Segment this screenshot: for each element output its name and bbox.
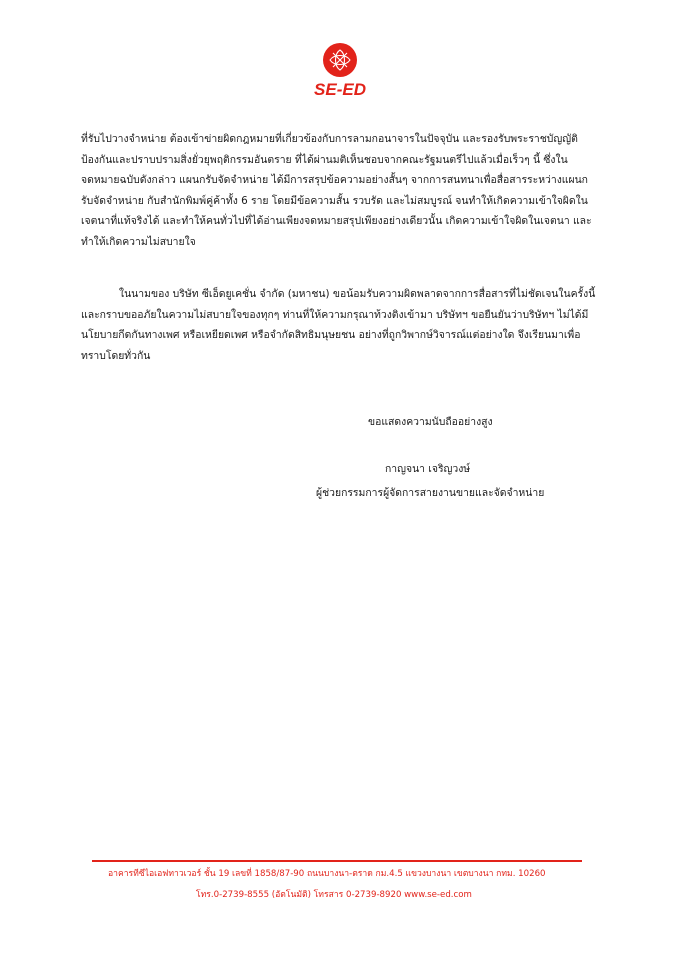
paragraph-line: รับจัดจำหน่าย กับสำนักพิมพ์คู่ค้าทั้ง 6 ราย โดยมีข้อความสั้น รวบรัด และไม่สมบูรณ์ จนทำให้เกิดความเข้าใจผิดใน <box>81 194 588 207</box>
paragraph-line: ในนามของ บริษัท ซีเอ็ดยูเคชั่น จำกัด (มหาชน) ขอน้อมรับความผิดพลาดจากการสื่อสารที่ไม่ชัดเจนในครั้งนี้ <box>119 288 596 300</box>
letter-closing: ขอแสดงความนับถืออย่างสูง <box>368 416 493 428</box>
paragraph-line: เจตนาที่แท้จริงได้ และทำให้คนทั่วไปที่ได้อ่านเพียงจดหมายสรุปเพียงอย่างเดียวนั้น เกิดความเข้าใจผิดในเจตนา และ <box>81 215 592 228</box>
paragraph-line: จดหมายฉบับดังกล่าว แผนกรับจัดจำหน่าย ได้มีการสรุปข้อความอย่างสั้นๆ จากการสนทนาเพื่อสื่อสารระหว่างแผนก <box>81 174 588 187</box>
seed-logo <box>300 40 380 104</box>
paragraph-line: ทำให้เกิดความไม่สบายใจ <box>81 235 196 248</box>
paragraph-line: และกราบขออภัยในความไม่สบายใจของทุกๆ ท่านที่ให้ความกรุณาท้วงติงเข้ามา บริษัทฯ ขอยืนยันว่าบริษัทฯ ไม่ได้มี <box>81 308 589 321</box>
signer-name: กาญจนา เจริญวงษ์ <box>385 463 471 475</box>
paragraph-line: ที่รับไปวางจำหน่าย ต้องเข้าข่ายผิดกฎหมายที่เกี่ยวข้องกับการลามกอนาจารในปัจจุบัน และรองรับพระราชบัญญัติ <box>81 133 578 145</box>
footer-contact: โทร.0-2739-8555 (อัตโนมัติ) โทรสาร 0-2739-8920 www.se-ed.com <box>196 890 472 900</box>
paragraph-line: ป้องกันและปราบปรามสิ่งยั่วยุพฤติกรรมอันตราย ที่ได้ผ่านมติเห็นชอบจากคณะรัฐมนตรีไปแล้วเมื่อเร็วๆ นี้ ซึ่งใน <box>81 153 568 166</box>
letter-paragraph-1 <box>81 129 601 253</box>
footer-divider <box>92 860 582 862</box>
signer-title: ผู้ช่วยกรรมการผู้จัดการสายงานขายและจัดจำหน่าย <box>316 487 545 499</box>
paragraph-line: นโยบายกีดกันทางเพศ หรือเหยียดเพศ หรือจำกัดสิทธิมนุษยชน อย่างที่ถูกวิพากษ์วิจารณ์แต่อย่างใด จึงเรียนมาเพื่อ <box>81 329 581 342</box>
footer-address: อาคารทีซีไอเอฟทาวเวอร์ ชั้น 19 เลขที่ 1858/87-90 ถนนบางนา-ตราด กม.4.5 แขวงบางนา เขตบางนา กทม. 10260 <box>108 869 546 879</box>
seed-logo-icon <box>322 42 358 78</box>
paragraph-line: ทราบโดยทั่วกัน <box>81 349 151 362</box>
letter-paragraph-2 <box>81 284 601 366</box>
seed-logo-text: SE-ED <box>314 80 366 99</box>
